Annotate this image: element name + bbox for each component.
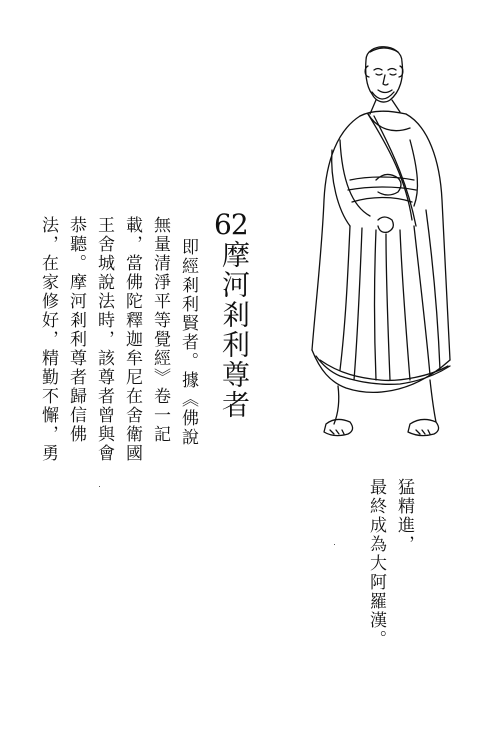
continuation-column-2: 最終成為大阿羅漢。 xyxy=(366,478,386,649)
body-column-3: 載，當佛陀釋迦牟尼在舍衛國 xyxy=(122,216,142,463)
entry-title: 摩河剎利尊者 xyxy=(218,240,251,420)
continuation-column-1: 猛精進， xyxy=(394,478,414,554)
body-column-6: 法，在家修好，精勤不懈，勇 xyxy=(38,216,58,463)
body-column-4: 王舍城說法時，該尊者曾與會 xyxy=(94,216,114,463)
body-column-1: 即經剎利賢者。據《佛說 xyxy=(178,238,198,447)
body-column-2: 無量清淨平等覺經》卷一記 xyxy=(150,216,170,444)
print-speck xyxy=(334,544,335,545)
entry-number: 62 xyxy=(214,208,248,241)
body-column-5: 恭聽。摩河剎利尊者歸信佛 xyxy=(66,216,86,444)
print-speck xyxy=(99,486,100,487)
arhat-illustration xyxy=(290,30,460,450)
